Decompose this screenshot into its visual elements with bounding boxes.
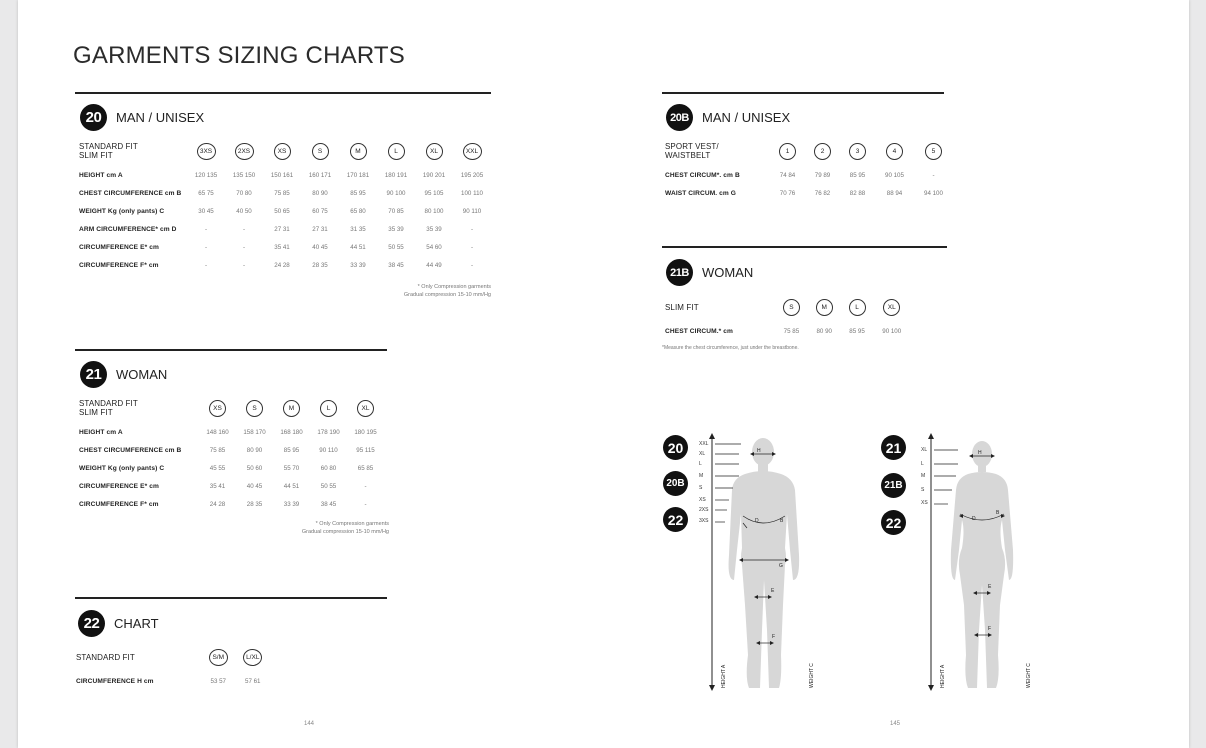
- size-circle: M: [816, 299, 833, 316]
- size-mark: S: [921, 487, 925, 493]
- size-mark: L: [699, 461, 702, 467]
- table-row: [79, 256, 491, 274]
- table-cell: 50 55: [320, 482, 337, 490]
- size-cell: [236, 642, 271, 672]
- row-label: CHEST CIRCUMFERENCE cm B: [79, 189, 182, 197]
- size-circle: 4: [886, 143, 903, 160]
- table-cell: 80 90: [816, 327, 832, 335]
- table-cell: 50 65: [274, 207, 290, 215]
- size-cell: [273, 393, 310, 423]
- size-header-row: [665, 136, 953, 166]
- table-cell: 27 31: [274, 225, 290, 233]
- table-cell: 65 85: [357, 464, 374, 472]
- section-21-header: [80, 361, 167, 388]
- table-cell: 90 110: [462, 207, 482, 215]
- fit-label: STANDARD FIT: [76, 652, 135, 662]
- table-cell: 148 160: [206, 428, 229, 436]
- table-row: [79, 184, 491, 202]
- table-cell: 70 85: [388, 207, 404, 215]
- table-cell: 45 55: [209, 464, 226, 472]
- section-rule: [662, 92, 944, 94]
- table-row: [79, 220, 491, 238]
- table-cell: 74 84: [779, 171, 796, 179]
- measure-letter: B: [780, 518, 784, 524]
- footnote: [318, 283, 491, 299]
- table-cell: 40 45: [246, 482, 263, 490]
- size-header-row: [665, 292, 910, 322]
- size-circle: 1: [779, 143, 796, 160]
- size-cell: [914, 136, 953, 166]
- size-header-row: [76, 642, 270, 672]
- size-mark: XL: [921, 447, 928, 453]
- footnote-text: * Only Compression garments Gradual compression 15-10 mm/Hg: [403, 284, 491, 298]
- table-cell: 75 85: [209, 446, 226, 454]
- table-cell: 31 35: [350, 225, 366, 233]
- section-21b-header: [666, 259, 753, 286]
- section-title: MAN / UNISEX: [116, 110, 205, 125]
- weight-label: WEIGHT C: [809, 663, 815, 688]
- row-label: ARM CIRCUMFERENCE* cm D: [79, 225, 177, 233]
- weight-label: WEIGHT C: [1026, 663, 1032, 688]
- page-number-left: 144: [304, 721, 315, 727]
- measure-letter: H: [757, 448, 761, 454]
- table-cell: 65 80: [350, 207, 366, 215]
- size-cell: [347, 393, 384, 423]
- table-cell: 40 50: [236, 207, 252, 215]
- table-cell: -: [364, 500, 367, 508]
- table-cell: 24 28: [274, 261, 290, 269]
- size-mark: S: [699, 485, 703, 491]
- table-cell: -: [204, 243, 208, 251]
- table-row: [79, 166, 491, 184]
- table-cell: 82 88: [849, 189, 866, 197]
- size-cell: [453, 136, 491, 166]
- table-cell: -: [204, 261, 208, 269]
- size-cell: [236, 393, 273, 423]
- size-cell: [187, 136, 225, 166]
- measure-letter: E: [771, 588, 775, 594]
- row-label: CHEST CIRCUM*. cm B: [665, 171, 740, 179]
- table-cell: 60 75: [312, 207, 328, 215]
- row-label: HEIGHT cm A: [79, 171, 123, 179]
- table-cell: 190 201: [422, 171, 446, 179]
- size-table-21b: [665, 292, 910, 340]
- measure-letter: F: [988, 626, 992, 632]
- size-circle: S/M: [209, 649, 228, 666]
- diagram-badge: 21: [881, 435, 906, 460]
- diagram-badge: 20: [663, 435, 688, 460]
- row-label: WAIST CIRCUM. cm G: [665, 189, 737, 197]
- size-cell: [339, 136, 377, 166]
- size-cell: [841, 292, 874, 322]
- section-badge: 20B: [666, 104, 693, 131]
- table-cell: -: [470, 225, 474, 233]
- table-row: [79, 477, 384, 495]
- size-circle: XL: [357, 400, 374, 417]
- table-cell: 28 35: [246, 500, 263, 508]
- table-cell: -: [204, 225, 208, 233]
- measure-letter: B: [996, 510, 1000, 516]
- fit-label: STANDARD FIT SLIM FIT: [79, 399, 138, 417]
- table-cell: 80 100: [424, 207, 444, 215]
- size-mark: 2XS: [699, 507, 709, 513]
- table-cell: -: [242, 261, 246, 269]
- table-cell: 75 85: [274, 189, 290, 197]
- size-table-20b: [665, 136, 953, 202]
- table-cell: 100 110: [461, 189, 483, 197]
- measure-note: *Measure the chest circumference, just under the breastbone.: [662, 345, 799, 351]
- size-cell: [840, 136, 875, 166]
- table-cell: 90 105: [885, 171, 904, 179]
- size-mark: XS: [921, 500, 928, 506]
- table-row: [79, 202, 491, 220]
- table-cell: 160 171: [308, 171, 332, 179]
- table-cell: 85 95: [350, 189, 366, 197]
- table-cell: 85 95: [849, 327, 865, 335]
- table-row: [79, 441, 384, 459]
- table-cell: 180 191: [384, 171, 408, 179]
- height-label: HEIGHT A: [721, 664, 727, 688]
- section-badge: 21B: [666, 259, 693, 286]
- fit-label: SPORT VEST/ WAISTBELT: [665, 142, 719, 160]
- table-cell: 195 205: [460, 171, 484, 179]
- table-cell: 75 85: [783, 327, 800, 335]
- size-mark: M: [699, 473, 704, 479]
- section-rule: [75, 92, 491, 94]
- size-circle: M: [350, 143, 367, 160]
- measure-letter: E: [988, 584, 992, 590]
- footnote-text: * Only Compression garments Gradual compression 15-10 mm/Hg: [301, 521, 389, 535]
- table-cell: 35 39: [426, 225, 442, 233]
- table-cell: 54 60: [426, 243, 442, 251]
- size-table-21: [79, 393, 384, 513]
- table-row: [79, 423, 384, 441]
- size-mark: XL: [699, 451, 706, 457]
- size-circle: S: [783, 299, 800, 316]
- table-cell: 178 190: [317, 428, 340, 436]
- size-circle: L: [320, 400, 337, 417]
- table-cell: 38 45: [388, 261, 404, 269]
- size-cell: [199, 393, 236, 423]
- size-header-row: [79, 393, 384, 423]
- table-cell: -: [242, 225, 246, 233]
- table-cell: 44 49: [426, 261, 442, 269]
- size-circle: L/XL: [243, 649, 262, 666]
- table-cell: 88 94: [886, 189, 903, 197]
- table-cell: 65 75: [198, 189, 214, 197]
- size-mark: 3XS: [699, 518, 709, 524]
- table-cell: 90 100: [882, 327, 902, 335]
- section-rule: [75, 597, 387, 599]
- table-row: [76, 672, 270, 690]
- table-cell: -: [932, 171, 935, 179]
- table-cell: 53 57: [210, 677, 226, 685]
- page-number-right: 145: [890, 721, 901, 727]
- size-table-20: [79, 136, 491, 274]
- table-cell: 80 90: [246, 446, 263, 454]
- table-cell: 57 61: [245, 677, 261, 685]
- size-circle: XL: [883, 299, 900, 316]
- section-22-header: [78, 610, 159, 637]
- size-cell: [301, 136, 339, 166]
- row-label: CIRCUMFERENCE F* cm: [79, 261, 159, 269]
- size-circle: XS: [274, 143, 291, 160]
- footnote: [218, 520, 389, 536]
- size-cell: [875, 136, 914, 166]
- diagram-badge: 21B: [881, 473, 906, 498]
- size-circle: XXL: [463, 143, 482, 160]
- section-title: MAN / UNISEX: [702, 110, 791, 125]
- section-title: WOMAN: [702, 265, 754, 280]
- row-label: CIRCUMFERENCE E* cm: [79, 243, 159, 251]
- row-label: CHEST CIRCUM.* cm: [665, 327, 734, 335]
- table-cell: 90 110: [319, 446, 338, 454]
- size-cell: [775, 292, 808, 322]
- table-cell: 28 35: [312, 261, 328, 269]
- table-cell: 80 90: [312, 189, 328, 197]
- row-label: CIRCUMFERENCE H cm: [76, 677, 154, 685]
- table-cell: 94 100: [924, 189, 943, 197]
- table-cell: 158 170: [243, 428, 266, 436]
- page-title: GARMENTS SIZING CHARTS: [73, 42, 405, 69]
- size-cell: [201, 642, 236, 672]
- size-cell: [225, 136, 263, 166]
- table-cell: 44 51: [283, 482, 300, 490]
- section-title: CHART: [114, 616, 159, 631]
- table-cell: 33 39: [350, 261, 366, 269]
- table-cell: 35 39: [388, 225, 404, 233]
- measure-letter: F: [772, 634, 776, 640]
- size-cell: [805, 136, 840, 166]
- size-cell: [377, 136, 415, 166]
- catalog-page: [18, 0, 1189, 748]
- section-20-header: [80, 104, 204, 131]
- table-cell: 55 70: [283, 464, 300, 472]
- table-cell: -: [364, 482, 367, 490]
- table-cell: 170 181: [346, 171, 370, 179]
- table-cell: 30 45: [198, 207, 214, 215]
- size-cell: [310, 393, 347, 423]
- table-cell: 95 115: [356, 446, 375, 454]
- table-cell: 120 135: [194, 171, 218, 179]
- measure-letter: D: [972, 516, 976, 522]
- table-cell: 44 51: [350, 243, 366, 251]
- section-title: WOMAN: [116, 367, 168, 382]
- table-cell: 60 80: [320, 464, 337, 472]
- height-label: HEIGHT A: [940, 664, 946, 688]
- section-rule: [662, 246, 947, 248]
- table-cell: -: [470, 243, 474, 251]
- table-cell: 85 95: [849, 171, 866, 179]
- size-circle: 2XS: [235, 143, 254, 160]
- row-label: CIRCUMFERENCE F* cm: [79, 500, 159, 508]
- table-row: [665, 322, 910, 340]
- row-label: CHEST CIRCUMFERENCE cm B: [79, 446, 182, 454]
- table-cell: 79 89: [814, 171, 831, 179]
- size-header-row: [79, 136, 491, 166]
- row-label: HEIGHT cm A: [79, 428, 123, 436]
- size-circle: S: [312, 143, 329, 160]
- row-label: WEIGHT Kg (only pants) C: [79, 207, 165, 215]
- table-cell: 180 195: [354, 428, 377, 436]
- size-cell: [873, 292, 910, 322]
- table-cell: 27 31: [312, 225, 328, 233]
- section-badge: 20: [80, 104, 107, 131]
- size-mark: XS: [699, 497, 706, 503]
- table-cell: 70 76: [779, 189, 796, 197]
- fit-label: STANDARD FIT SLIM FIT: [79, 142, 138, 160]
- table-cell: 38 45: [320, 500, 337, 508]
- measure-letter: D: [755, 518, 759, 524]
- size-circle: L: [388, 143, 405, 160]
- size-mark: XXL: [699, 441, 709, 447]
- size-circle: 2: [814, 143, 831, 160]
- section-badge: 22: [78, 610, 105, 637]
- table-row: [665, 166, 953, 184]
- table-cell: -: [470, 261, 474, 269]
- diagram-badge: 22: [663, 507, 688, 532]
- table-cell: 50 55: [388, 243, 404, 251]
- table-row: [79, 495, 384, 513]
- diagram-badge: 22: [881, 510, 906, 535]
- section-badge: 21: [80, 361, 107, 388]
- size-circle: M: [283, 400, 300, 417]
- size-cell: [770, 136, 805, 166]
- size-cell: [415, 136, 453, 166]
- table-cell: 90 100: [386, 189, 406, 197]
- table-cell: 50 60: [246, 464, 263, 472]
- male-body-diagram: [693, 430, 823, 692]
- table-cell: 35 41: [274, 243, 290, 251]
- table-cell: 135 150: [232, 171, 256, 179]
- size-circle: XL: [426, 143, 443, 160]
- size-circle: XS: [209, 400, 226, 417]
- size-circle: 3: [849, 143, 866, 160]
- size-circle: L: [849, 299, 866, 316]
- table-cell: 35 41: [209, 482, 226, 490]
- size-cell: [808, 292, 841, 322]
- row-label: WEIGHT Kg (only pants) C: [79, 464, 165, 472]
- table-cell: 76 82: [814, 189, 831, 197]
- table-cell: 33 39: [283, 500, 300, 508]
- table-cell: 85 95: [283, 446, 300, 454]
- table-cell: 168 180: [280, 428, 303, 436]
- fit-label: SLIM FIT: [665, 302, 699, 312]
- table-row: [79, 238, 491, 256]
- size-cell: [263, 136, 301, 166]
- table-row: [79, 459, 384, 477]
- table-cell: 95 105: [424, 189, 444, 197]
- table-cell: 150 161: [270, 171, 294, 179]
- size-circle: 5: [925, 143, 942, 160]
- table-cell: 70 80: [236, 189, 252, 197]
- size-mark: L: [921, 461, 924, 467]
- table-row: [665, 184, 953, 202]
- table-cell: -: [242, 243, 246, 251]
- measure-letter: G: [779, 563, 783, 569]
- size-mark: M: [921, 473, 926, 479]
- section-20b-header: [666, 104, 790, 131]
- size-circle: S: [246, 400, 263, 417]
- table-cell: 24 28: [209, 500, 226, 508]
- section-rule: [75, 349, 387, 351]
- size-circle: 3XS: [197, 143, 216, 160]
- size-table-22: [76, 642, 270, 690]
- table-cell: 40 45: [312, 243, 328, 251]
- row-label: CIRCUMFERENCE E* cm: [79, 482, 159, 490]
- measure-letter: H: [978, 450, 982, 456]
- female-body-diagram: [912, 430, 1032, 692]
- diagram-badge: 20B: [663, 471, 688, 496]
